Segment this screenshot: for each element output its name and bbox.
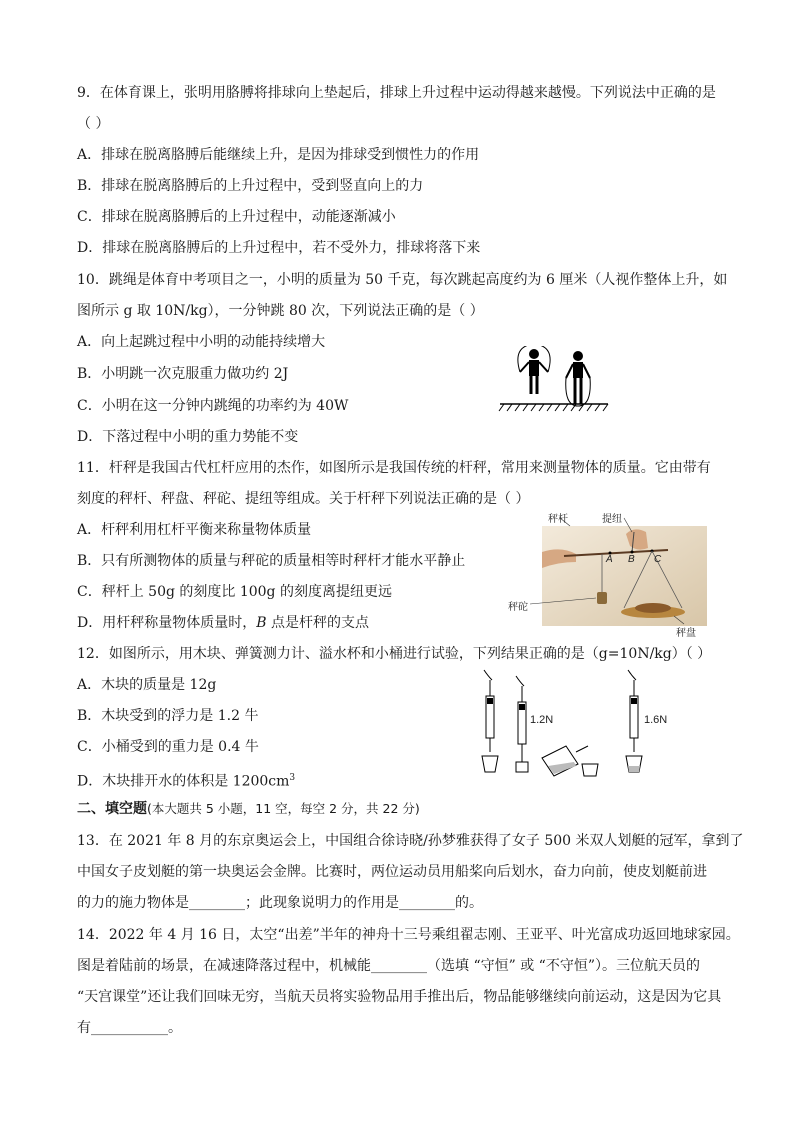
- label-tiniu: 提纽: [602, 514, 622, 525]
- q11-option-a: A．杆秤利用杠杆平衡来称量物体质量: [77, 522, 312, 538]
- scale-reading-1: 1.2N: [530, 714, 554, 726]
- q14-line1: 14．2022 年 4 月 16 日，太空“出差”半年的神舟十三号乘组翟志刚、王亚平、叶光富成功返回地球家园。: [77, 927, 740, 943]
- q11-option-c: C．秤杆上 50g 的刻度比 100g 的刻度离提纽更远: [77, 584, 392, 600]
- q11-option-d-var: B: [256, 615, 267, 631]
- q9-option-b: B．排球在脱离胳膊后的上升过程中，受到竖直向上的力: [77, 178, 424, 194]
- q11-stem-line1: 11．杆秤是我国古代杠杆应用的杰作，如图所示是我国传统的杆秤，常用来测量物体的质量。它由带有: [77, 460, 711, 476]
- q14-line2: 图是着陆前的场景，在减速降落过程中，机械能________（选填 “守恒” 或 “不守恒”）。三位航天员的: [77, 958, 700, 974]
- q11-option-d-post: 点是杆秤的支点: [266, 615, 369, 631]
- q11-option-b: B．只有所测物体的质量与秤砣的质量相等时秤杆才能水平静止: [77, 553, 466, 569]
- label-ganggan: 秤杆: [548, 514, 568, 525]
- q10-option-d: D．下落过程中小明的重力势能不变: [77, 429, 299, 445]
- label-point-b: B: [628, 554, 635, 565]
- q11-option-d-pre: D．用杆秤称量物体质量时，: [77, 615, 257, 631]
- scale-reading-2: 1.6N: [644, 714, 668, 726]
- spring-scale-figure: [468, 666, 692, 782]
- q12-option-d-pre: D．木块排开水的体积是 1200cm: [77, 773, 290, 790]
- jump-rope-figure: [498, 346, 610, 412]
- section-note: (本大题共 5 小题，11 空，每空 2 分，共 22 分): [147, 801, 420, 816]
- q12-option-a: A．木块的质量是 12g: [77, 677, 217, 693]
- q9-stem-line2: （ ）: [77, 116, 110, 132]
- q13-line3: 的力的施力物体是________；此现象说明力的作用是________的。: [77, 895, 483, 911]
- q12-option-c: C．小桶受到的重力是 0.4 牛: [77, 739, 259, 755]
- q10-option-a: A．向上起跳过程中小明的动能持续增大: [77, 334, 326, 350]
- q10-option-c: C．小明在这一分钟内跳绳的功率约为 40W: [77, 398, 349, 414]
- q11-option-d: [77, 613, 369, 633]
- q13-line1: 13．在 2021 年 8 月的东京奥运会上，中国组合徐诗晓/孙梦雅获得了女子 500 米双人划艇的冠军，拿到了: [77, 833, 744, 849]
- label-point-c: C: [654, 554, 662, 565]
- q10-option-b: B．小明跳一次克服重力做功约 2J: [77, 366, 289, 382]
- q11-stem-line2: 刻度的秤杆、秤盘、秤砣、提纽等组成。关于杆秤下列说法正确的是（ ）: [77, 491, 530, 507]
- q12-option-b: B．木块受到的浮力是 1.2 牛: [77, 708, 259, 724]
- q9-option-c: C．排球在脱离胳膊后的上升过程中，动能逐渐减小: [77, 209, 396, 225]
- q9-option-a: A．排球在脱离胳膊后能继续上升，是因为排球受到惯性力的作用: [77, 147, 480, 163]
- label-chengtuo: 秤砣: [508, 602, 528, 613]
- q10-stem-line2: 图所示 g 取 10N/kg），一分钟跳 80 次，下列说法正确的是（ ）: [77, 303, 484, 319]
- label-point-a: A: [606, 554, 613, 565]
- section-title: 二、填空题: [77, 801, 147, 817]
- q12-option-d: [77, 768, 295, 792]
- q14-line3: “天宫课堂”还让我们回味无穷，当航天员将实验物品用手推出后，物品能够继续向前运动，这是因为它具: [77, 989, 722, 1005]
- section-fill-in-title: [77, 799, 420, 819]
- label-chengpan: 秤盘: [676, 628, 696, 639]
- q12-stem: 12．如图所示，用木块、弹簧测力计、溢水杯和小桶进行试验，下列结果正确的是（g=10N/kg）（ ）: [77, 646, 712, 662]
- q14-line4: 有___________。: [77, 1020, 182, 1036]
- q12-option-d-sup: 3: [289, 773, 296, 783]
- q9-stem-line1: 9．在体育课上，张明用胳膊将排球向上垫起后，排球上升过程中运动得越来越慢。下列说法中正确的是: [77, 85, 716, 101]
- q13-line2: 中国女子皮划艇的第一块奥运会金牌。比赛时，两位运动员用船桨向后划水，奋力向前，使皮划艇前进: [77, 864, 707, 880]
- q9-option-d: D．排球在脱离胳膊后的上升过程中，若不受外力，排球将落下来: [77, 240, 481, 256]
- steelyard-figure: [506, 512, 712, 638]
- q10-stem-line1: 10．跳绳是体育中考项目之一，小明的质量为 50 千克，每次跳起高度约为 6 厘米（人视作整体上升，如: [77, 272, 728, 288]
